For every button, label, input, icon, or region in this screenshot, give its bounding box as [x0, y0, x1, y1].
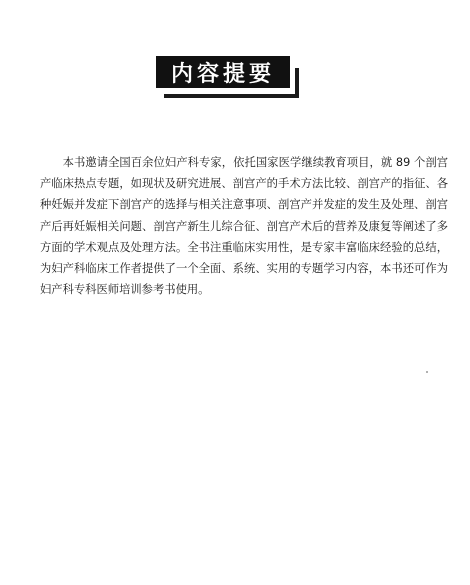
summary-paragraph: 本书邀请全国百余位妇产科专家，依托国家医学继续教育项目，就 89 个剖宫产临床热点专题，如现状及研究进展、剖宫产的手术方法比较、剖宫产的指征、各种妊娠并发症下剖宫产的选择与相关注意事项、剖宫产并发症的发生及处理、剖宫产后再妊娠相关问题、剖宫产新生儿综合征、剖宫产术后的营养及康复等阐述了多方面的学术观点及处理方法。全书注重临床实用性，是专家丰富临床经验的总结，为妇产科临床工作者提供了一个全面、系统、实用的专题学习内容，本书还可作为妇产科专科医师培训参考书使用。 — [40, 156, 448, 297]
heading-shadow-right — [295, 68, 299, 98]
heading-box — [156, 56, 290, 88]
heading-shadow-bottom — [164, 94, 299, 98]
page-title: 内容提要 — [170, 61, 275, 87]
section-heading — [156, 56, 299, 98]
scan-speck — [426, 371, 428, 373]
